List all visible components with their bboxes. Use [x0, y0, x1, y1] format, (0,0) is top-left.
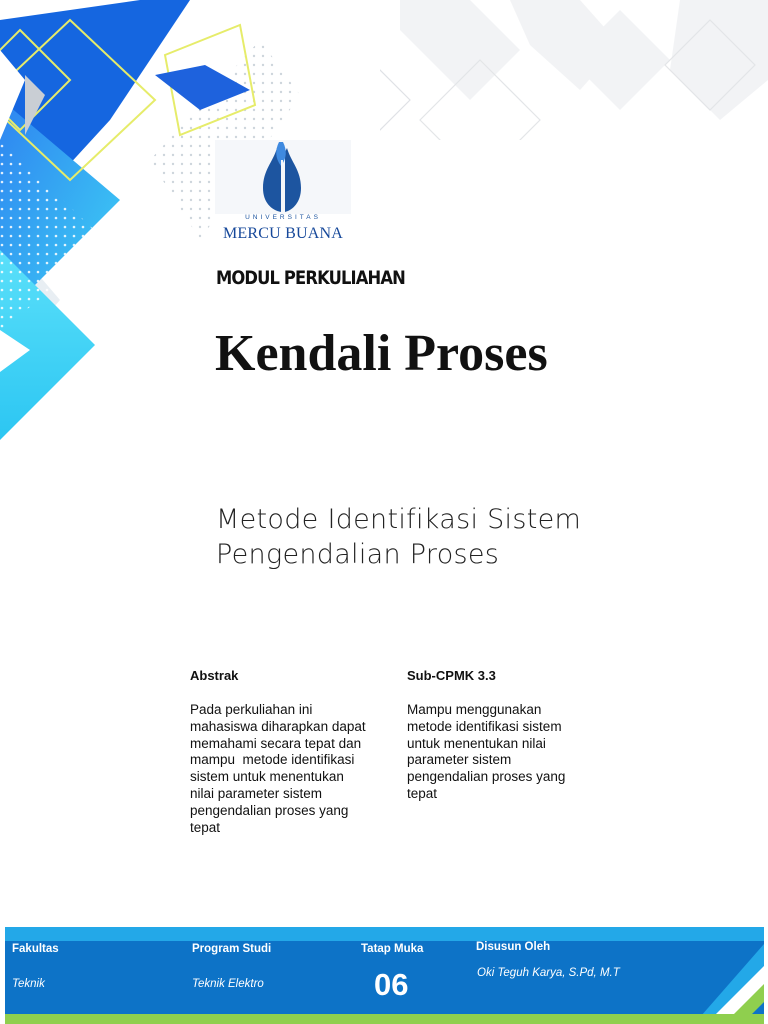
sub-cpmk-line: untuk menentukan nilai — [407, 735, 546, 751]
module-label: MODUL PERKULIAHAN — [216, 267, 405, 289]
footer-info-bar — [5, 927, 764, 1024]
disusun-oleh-label: Disusun Oleh — [476, 941, 551, 953]
abstract-line: nilai parameter sistem — [190, 785, 323, 801]
sub-cpmk-heading: Sub-CPMK 3.3 — [407, 668, 496, 683]
footer-corner-decoration — [694, 944, 764, 1024]
abstract-line: memahami secara tepat dan — [190, 735, 362, 751]
disusun-oleh-value: Oki Teguh Karya, S.Pd, M.T — [477, 967, 620, 979]
sub-cpmk-text — [407, 702, 565, 803]
course-title: Kendali Proses — [215, 325, 548, 382]
tatap-muka-label: Tatap Muka — [361, 943, 424, 955]
abstract-line: pengendalian proses yang — [190, 802, 349, 818]
fakultas-label: Fakultas — [12, 943, 59, 955]
tatap-muka-number: 06 — [374, 967, 409, 1002]
fakultas-value: Teknik — [12, 978, 45, 990]
program-studi-value: Teknik Elektro — [192, 978, 264, 990]
abstract-line: mampu metode identifikasi — [190, 752, 355, 768]
sub-cpmk-line: metode identifikasi sistem — [407, 718, 562, 734]
subtitle-line: Metode Identifikasi Sistem — [216, 504, 582, 535]
abstract-line: sistem untuk menentukan — [190, 769, 344, 785]
logo-university-name: MERCU BUANA — [223, 225, 343, 242]
logo-emblem-icon — [215, 140, 351, 214]
program-studi-label: Program Studi — [192, 943, 272, 955]
abstract-line: mahasiswa diharapkan dapat — [190, 718, 366, 734]
footer-top-stripe — [5, 927, 764, 941]
abstract-line: tepat — [190, 819, 221, 835]
sub-cpmk-line: parameter sistem — [407, 752, 512, 768]
sub-cpmk-line: pengendalian proses yang — [407, 769, 566, 785]
subtitle-line: Pengendalian Proses — [216, 539, 500, 570]
sub-cpmk-line: Mampu menggunakan — [407, 702, 542, 717]
abstract-text — [190, 702, 366, 836]
logo-university-word: UNIVERSITAS — [245, 214, 321, 221]
abstract-line: Pada perkuliahan ini — [190, 702, 313, 717]
sub-cpmk-line: tepat — [407, 785, 438, 801]
abstract-heading: Abstrak — [190, 668, 239, 683]
university-logo — [215, 140, 351, 250]
decorative-diamonds-right — [380, 0, 768, 140]
module-subtitle — [216, 502, 676, 572]
footer-bottom-stripe — [5, 1014, 764, 1024]
